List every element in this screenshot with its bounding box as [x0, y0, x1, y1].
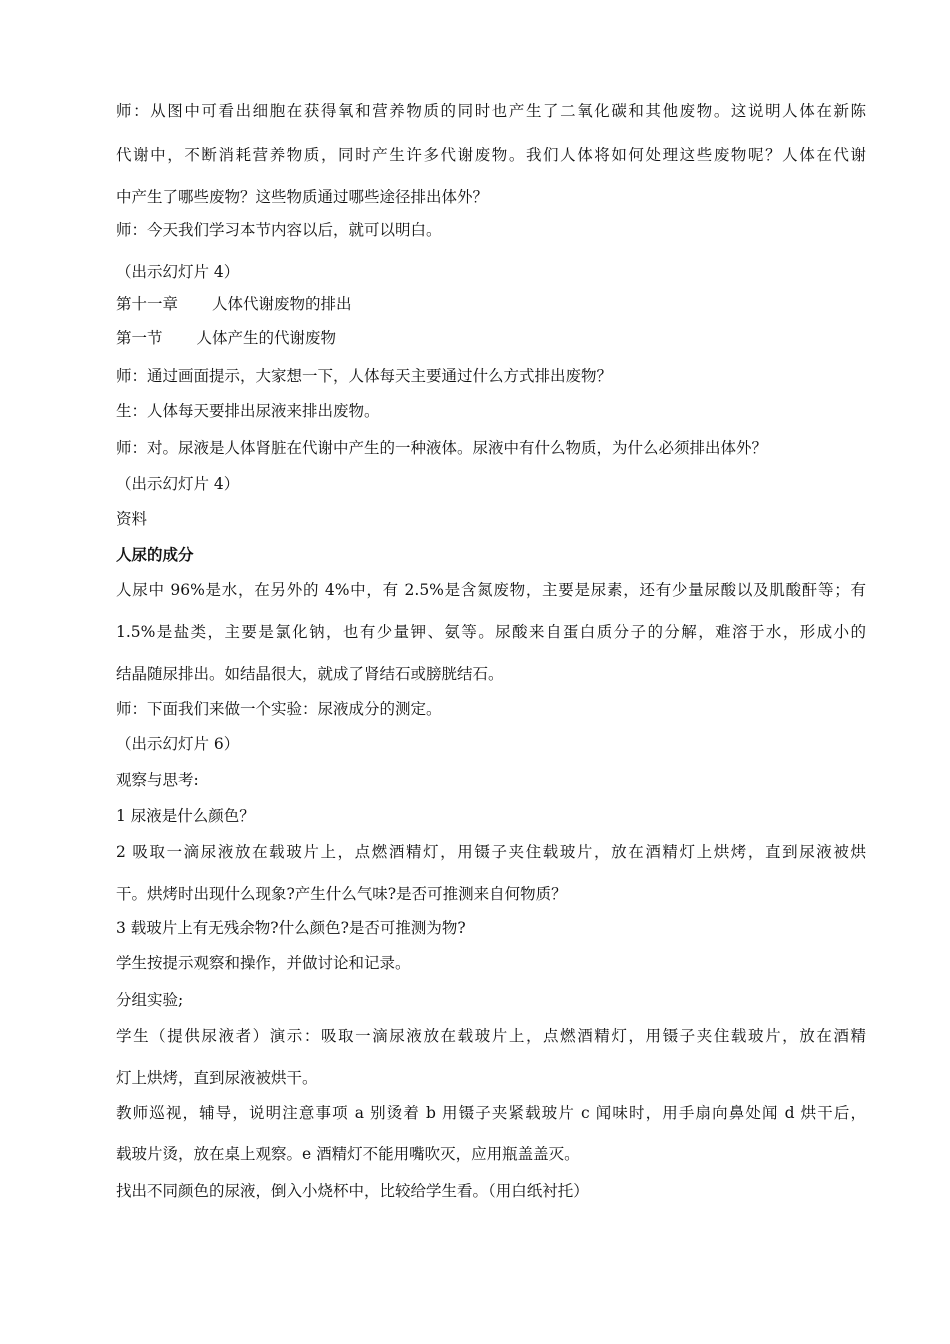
paragraph-line: 中产生了哪些废物？这些物质通过哪些途径排出体外？: [116, 188, 489, 206]
paragraph-line: 师：下面我们来做一个实验：尿液成分的测定。: [116, 700, 442, 718]
paragraph-line: 师：今天我们学习本节内容以后，就可以明白。: [116, 221, 442, 239]
paragraph-line: 2 吸取一滴尿液放在载玻片上，点燃酒精灯，用镊子夹住载玻片，放在酒精灯上烘烤，直到尿液被烘: [116, 843, 866, 861]
paragraph-line: 学生（提供尿液者）演示：吸取一滴尿液放在载玻片上，点燃酒精灯，用镊子夹住载玻片，放在酒精: [116, 1027, 866, 1045]
paragraph-line: 1 尿液是什么颜色？: [116, 807, 255, 825]
material-title: 人尿的成分: [116, 546, 194, 564]
paragraph-line: 生：人体每天要排出尿液来排出废物。: [116, 402, 380, 420]
paragraph-line: （出示幻灯片 6）: [116, 735, 240, 753]
section-title: 人体产生的代谢废物: [196, 329, 337, 347]
section-number: 第一节: [116, 329, 163, 347]
paragraph-line: 分组实验;: [116, 991, 184, 1009]
paragraph-line: （出示幻灯片 4）: [116, 263, 240, 281]
paragraph-line: 师：对。尿液是人体肾脏在代谢中产生的一种液体。尿液中有什么物质，为什么必须排出体外？: [116, 439, 768, 457]
paragraph-line: 学生按提示观察和操作，并做讨论和记录。: [116, 954, 411, 972]
paragraph-line: 师：通过画面提示，大家想一下，人体每天主要通过什么方式排出废物？: [116, 367, 613, 385]
paragraph-line: 1.5%是盐类，主要是氯化钠，也有少量钾、氨等。尿酸来自蛋白质分子的分解，难溶于水，形成小的: [116, 623, 866, 641]
paragraph-line: 观察与思考:: [116, 771, 199, 789]
paragraph-line: 干。烘烤时出现什么现象?产生什么气味?是否可推测来自何物质？: [116, 885, 567, 903]
paragraph-line: 代谢中，不断消耗营养物质，同时产生许多代谢废物。我们人体将如何处理这些废物呢？人体在代谢: [116, 146, 866, 164]
paragraph-line: （出示幻灯片 4）: [116, 475, 240, 493]
paragraph-line: 灯上烘烤，直到尿液被烘干。: [116, 1069, 318, 1087]
chapter-title: 人体代谢废物的排出: [212, 295, 352, 313]
paragraph-line: 结晶随尿排出。如结晶很大，就成了肾结石或膀胱结石。: [116, 665, 504, 683]
paragraph-line: 3 载玻片上有无残余物?什么颜色?是否可推测为物?: [116, 919, 466, 937]
paragraph-line: 载玻片烫，放在桌上观察。e 酒精灯不能用嘴吹灭，应用瓶盖盖灭。: [116, 1145, 580, 1163]
paragraph-line: 教师巡视，辅导，说明注意事项 a 别烫着 b 用镊子夹紧载玻片 c 闻味时，用手扇向鼻处闻 d 烘干后，: [116, 1104, 866, 1122]
paragraph-line: 人尿中 96%是水，在另外的 4%中，有 2.5%是含氮废物，主要是尿素，还有少量尿酸以及肌酸酐等；有: [116, 581, 866, 599]
section-heading: [116, 328, 866, 348]
paragraph-line: 找出不同颜色的尿液，倒入小烧杯中，比较给学生看。（用白纸衬托）: [116, 1182, 589, 1200]
chapter-number: 第十一章: [116, 295, 179, 313]
paragraph-line: 师：从图中可看出细胞在获得氧和营养物质的同时也产生了二氧化碳和其他废物。这说明人体在新陈: [116, 102, 866, 120]
paragraph-line: 资料: [116, 510, 148, 528]
chapter-heading: [116, 294, 866, 314]
